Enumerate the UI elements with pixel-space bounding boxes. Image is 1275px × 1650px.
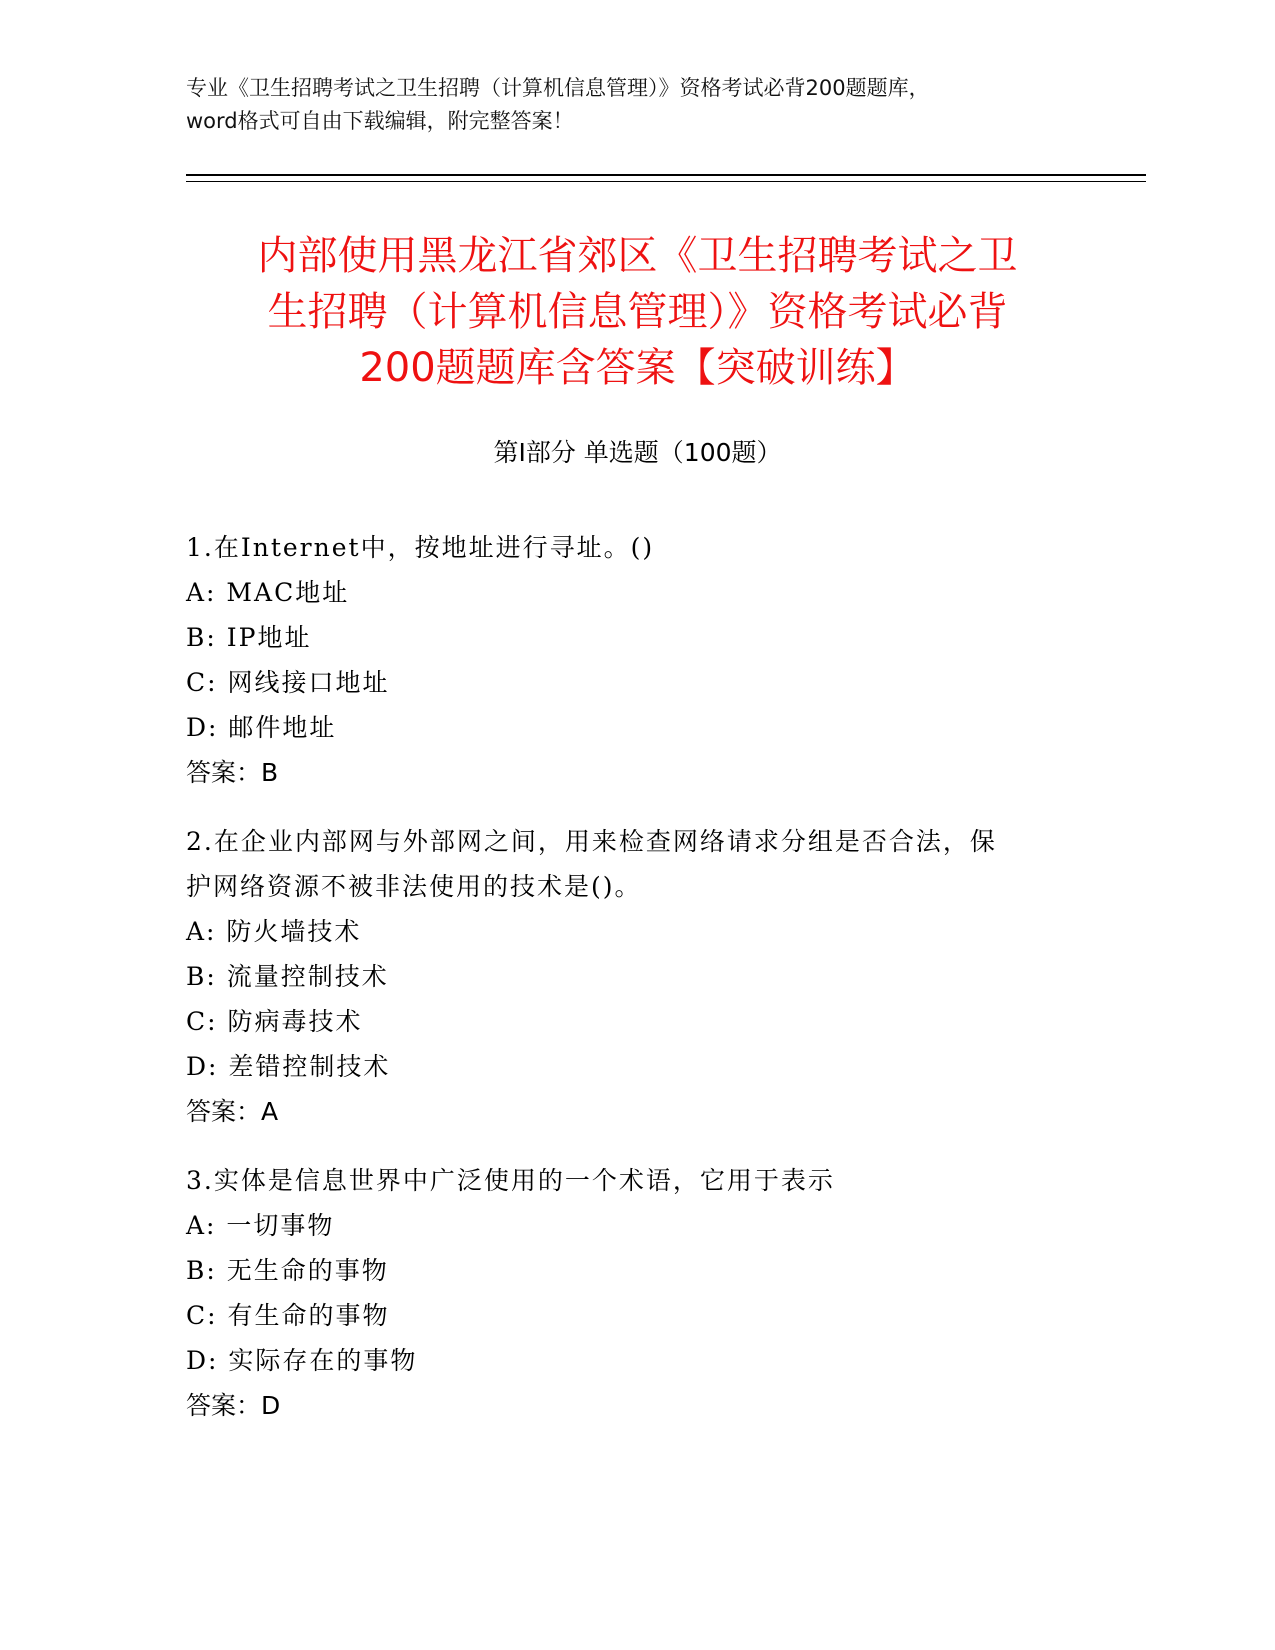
- answer-line: 答案：D: [186, 1391, 281, 1420]
- header-rule-thick: [186, 174, 1146, 176]
- question-3: [186, 1158, 1086, 1428]
- question-stem-continued: 护网络资源不被非法使用的技术是()。: [186, 872, 642, 901]
- option-d: D: 实际存在的事物: [186, 1346, 418, 1375]
- answer-line: 答案：A: [186, 1097, 279, 1126]
- header-rule-thin: [186, 181, 1146, 182]
- option-b: B: 流量控制技术: [186, 962, 389, 991]
- option-b: B: IP地址: [186, 623, 312, 652]
- question-2: [186, 819, 1086, 1134]
- option-a: A: 防火墙技术: [186, 917, 362, 946]
- document-title-line-3: 200题题库含答案【突破训练】: [359, 345, 916, 391]
- document-title: [150, 228, 1125, 396]
- header-note-line-2: word格式可自由下载编辑，附完整答案！: [186, 109, 574, 133]
- document-title-line-2: 生招聘（计算机信息管理）》资格考试必背: [267, 289, 1008, 335]
- question-stem: 2.在企业内部网与外部网之间，用来检查网络请求分组是否合法，保: [186, 827, 997, 856]
- option-c: C: 防病毒技术: [186, 1007, 363, 1036]
- header-note-line-1: 专业《卫生招聘考试之卫生招聘（计算机信息管理）》资格考试必背200题题库，: [186, 76, 930, 100]
- option-a: A: MAC地址: [186, 578, 350, 607]
- question-list: [186, 525, 1086, 1452]
- question-stem: 3.实体是信息世界中广泛使用的一个术语，它用于表示: [186, 1166, 835, 1195]
- question-stem: 1.在Internet中，按地址进行寻址。(): [186, 533, 655, 562]
- option-b: B: 无生命的事物: [186, 1256, 389, 1285]
- option-d: D: 邮件地址: [186, 713, 337, 742]
- option-c: C: 有生命的事物: [186, 1301, 390, 1330]
- option-c: C: 网线接口地址: [186, 668, 390, 697]
- option-a: A: 一切事物: [186, 1211, 335, 1240]
- section-heading: 第Ⅰ部分 单选题（100题）: [493, 438, 782, 467]
- document-title-line-1: 内部使用黑龙江省郊区《卫生招聘考试之卫: [257, 233, 1018, 279]
- answer-line: 答案：B: [186, 758, 279, 787]
- question-1: [186, 525, 1086, 795]
- header-note: [186, 72, 1086, 138]
- option-d: D: 差错控制技术: [186, 1052, 391, 1081]
